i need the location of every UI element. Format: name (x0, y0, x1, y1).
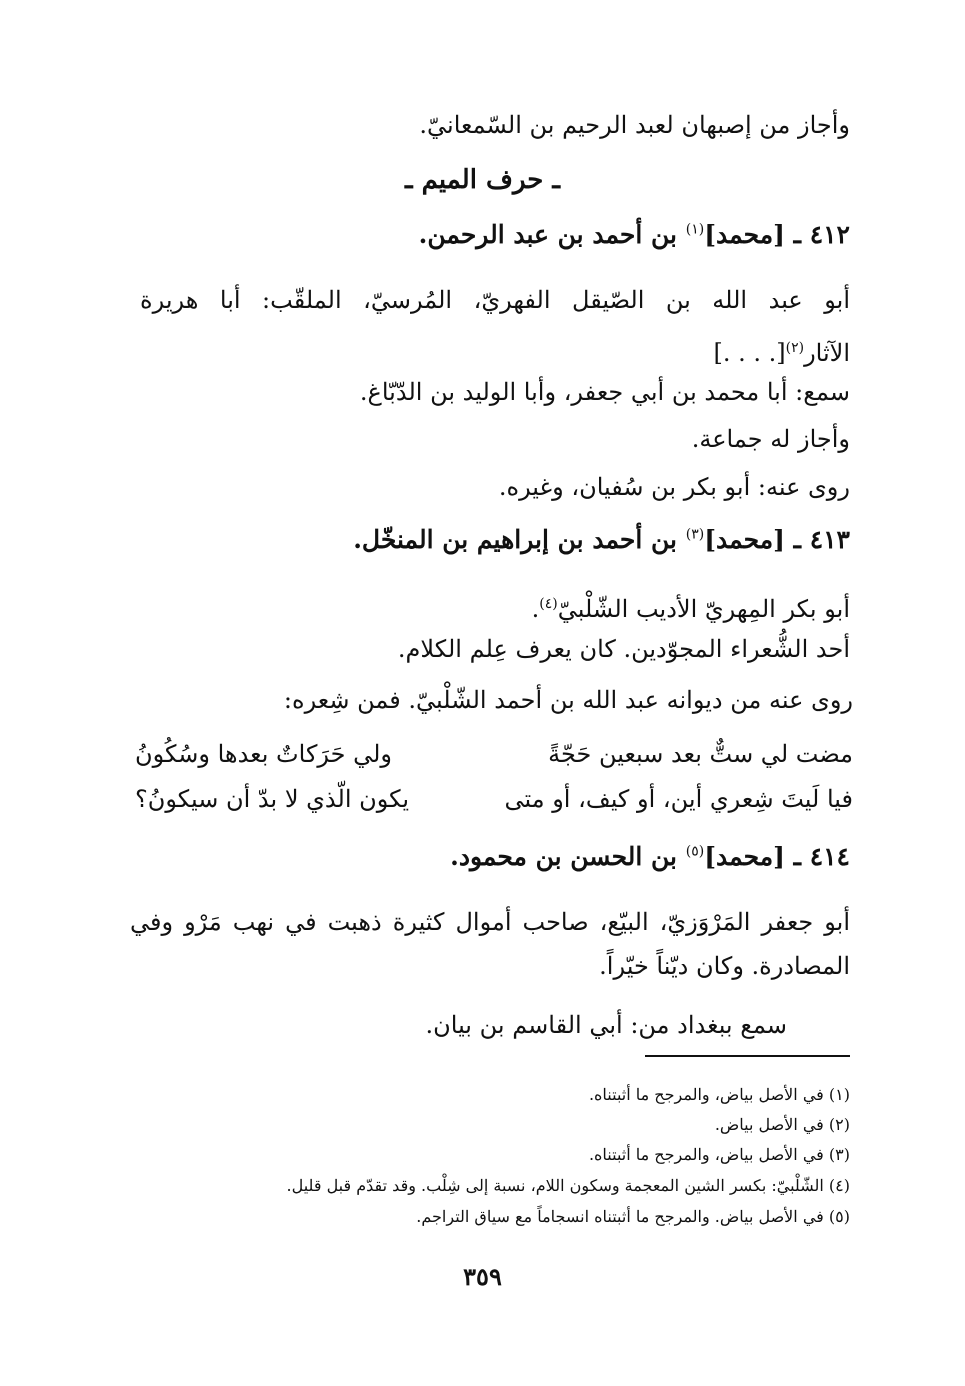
footnote-divider (645, 1055, 850, 1057)
entry-lineage: بن الحسن بن محمود. (450, 842, 677, 871)
lacuna-marker: [. . . .] (713, 339, 786, 367)
verse-1-first-hemistich: مضت لي ستٌّ بعد سبعين حَجّةً (548, 740, 853, 768)
entry-name: [محمد] (704, 842, 785, 871)
entry-412-line1: أبو عبد الله بن الصّيقل الفهريّ، المُرسيّ، الملقّب: أبا هريرة (140, 286, 850, 314)
entry-number: ٤١٣ ـ (793, 525, 850, 554)
footnote-3: (٣) في الأصل بياض، والمرجح ما أثبتناه. (588, 1145, 850, 1164)
entry-412-rawa: روى عنه: أبو بكر بن سُفيان، وغيره. (498, 473, 850, 501)
athar-text: الآثار (804, 339, 850, 367)
intro-line: وأجاز من إصبهان لعبد الرحيم بن السّمعانيّ. (419, 111, 850, 139)
entry-413-line1: أبو بكر المِهريّ الأديب الشّلْبيّ$^{(٤)}$. (531, 595, 850, 623)
entry-lineage: بن أحمد بن إبراهيم بن المنخّل. (353, 525, 677, 554)
entry-414-title (450, 842, 850, 871)
entry-name: [محمد] (704, 220, 785, 249)
page-number: ٣٥٩ (463, 1262, 502, 1291)
footnote-ref: (١) (685, 221, 705, 238)
entry-412-title (419, 220, 850, 249)
entry-number: ٤١٢ ـ (793, 220, 850, 249)
nisba-text: أبو بكر المِهريّ الأديب الشّلْبيّ (557, 595, 850, 623)
entry-412-ijaza: وأجاز له جماعة. (691, 425, 850, 453)
entry-lineage: بن أحمد بن عبد الرحمن. (418, 220, 677, 249)
footnote-2: (٢) في الأصل بياض. (714, 1115, 850, 1134)
footnote-5: (٥) في الأصل بياض. والمرجح ما أثبتناه انسجاماً مع سياق التراجم. (416, 1207, 850, 1226)
footnote-4: (٤) الشّلْبيّ: بكسر الشين المعجمة وسكون اللام، نسبة إلى شِلْب. وقد تقدّم قبل قليل. (286, 1176, 850, 1195)
verse-2-second-hemistich: يكون الّذي لا بدّ أن سيكونُ؟ (135, 785, 410, 813)
footnote-1: (١) في الأصل بياض، والمرجح ما أثبتناه. (588, 1085, 850, 1104)
section-title: ـ حرف الميم ـ (404, 165, 561, 195)
entry-413-title (353, 525, 850, 554)
entry-name: [محمد] (704, 525, 785, 554)
footnote-ref: (٥) (685, 843, 705, 860)
footnote-ref: (٣) (685, 526, 705, 543)
entry-413-line3: روى عنه من ديوانه عبد الله بن أحمد الشّلْبيّ. فمن شِعره: (283, 686, 853, 714)
entry-412-line2 (713, 326, 850, 375)
entry-number: ٤١٤ ـ (793, 842, 850, 871)
entry-414-paragraph: أبو جعفر المَرْوَزيّ، البيّع، صاحب أموال كثيرة ذهبت في نهب مَرْو وفي المصادرة. وكان ديّناً خيّراً. (130, 908, 850, 980)
entry-412-sama: سمع: أبا محمد بن أبي جعفر، وأبا الوليد بن الدّبّاغ. (359, 378, 850, 406)
footnote-ref: (٤) (539, 596, 558, 612)
verse-2-first-hemistich: فيا لَيتَ شِعري أين، أو كيف، أو متى (504, 785, 853, 813)
footnote-ref: (٢) (785, 340, 805, 356)
entry-413-line2: أحد الشُّعراء المجوّدين. كان يعرف عِلم الكلام. (397, 635, 850, 663)
entry-414-sama: سمع ببغداد من: أبي القاسم بن بيان. (425, 1011, 787, 1039)
verse-1-second-hemistich: ولي حَرَكاتٌ بعدها وسُكُونُ (135, 740, 393, 768)
